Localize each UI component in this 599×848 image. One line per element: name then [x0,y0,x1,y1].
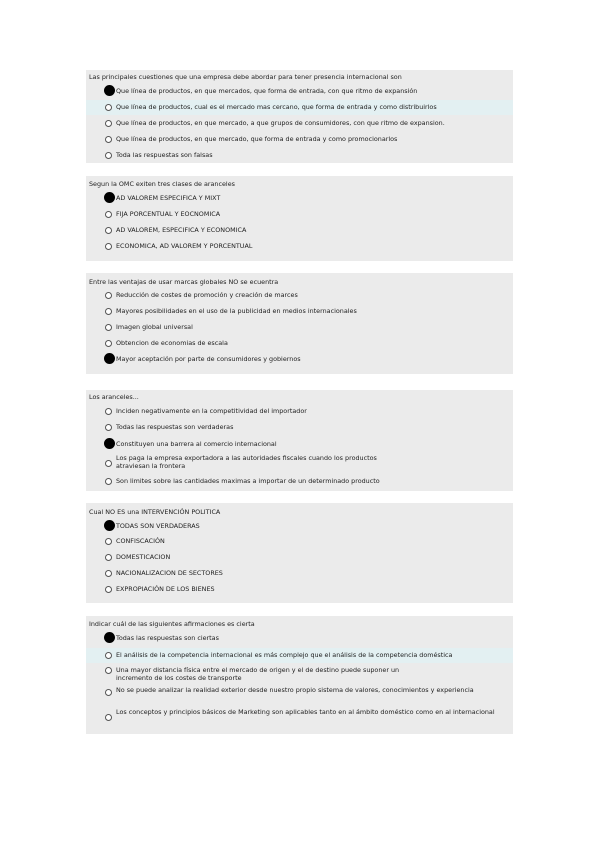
question-6 [86,616,513,734]
answer-text: EXPROPIACIÓN DE LOS BIENES [116,585,215,593]
radio-icon[interactable] [105,120,112,127]
radio-icon[interactable] [105,340,112,347]
question-title: Entre las ventajas de usar marcas globales NO se ecuentra [89,278,279,286]
answer-text: No se puede analizar la realidad exterior desde nuestro propio sistema de valores, conocimientos y experiencia [116,686,474,694]
radio-icon[interactable] [105,478,112,485]
radio-icon[interactable] [105,243,112,250]
answer-text: Que línea de productos, cual es el mercado mas cercano, que forma de entrada y como distribuirlos [116,103,437,111]
answer-text: ECONOMICA, AD VALOREM Y PORCENTUAL [116,242,253,250]
radio-selected-icon[interactable] [104,85,115,96]
radio-icon[interactable] [105,667,112,674]
radio-icon[interactable] [105,586,112,593]
answer-text: Mayor aceptación por parte de consumidores y gobiernos [116,355,301,363]
radio-icon[interactable] [105,104,112,111]
radio-icon[interactable] [105,538,112,545]
answer-option[interactable] [86,631,513,646]
answer-option[interactable] [86,337,513,352]
answer-text: Los paga la empresa exportadora a las autoridades fiscales cuando los productos atraviesan la frontera [116,454,377,470]
answer-option[interactable] [86,707,513,727]
radio-selected-icon[interactable] [104,520,115,531]
answer-text: Reducción de costes de promoción y creación de marces [116,291,298,299]
answer-option[interactable] [86,149,513,164]
answer-text: AD VALOREM ESPECIFICA Y MIXT [116,194,221,202]
radio-icon[interactable] [105,408,112,415]
radio-selected-icon[interactable] [104,438,115,449]
radio-icon[interactable] [105,424,112,431]
answer-option[interactable] [86,421,513,436]
answer-text: Que línea de productos, en que mercado, que forma de entrada y como promocionarlos [116,135,398,143]
answer-option[interactable] [86,305,513,320]
answer-option[interactable] [86,665,513,685]
question-title: Las principales cuestiones que una empresa debe abordar para tener presencia internacional son [89,73,402,81]
answer-option[interactable] [86,321,513,336]
question-title: Indicar cuál de las siguientes afirmaciones es cierta [89,620,255,628]
answer-text: Inciden negativamente en la competitividad del importador [116,407,307,415]
answer-option[interactable] [86,648,513,663]
radio-icon[interactable] [105,652,112,659]
answer-option[interactable] [86,117,513,132]
answer-option[interactable] [86,437,513,452]
radio-icon[interactable] [105,227,112,234]
answer-option[interactable] [86,551,513,566]
answer-option[interactable] [86,224,513,239]
answer-option[interactable] [86,583,513,598]
radio-icon[interactable] [105,460,112,467]
answer-option[interactable] [86,535,513,550]
radio-icon[interactable] [105,554,112,561]
answer-option[interactable] [86,567,513,582]
question-5 [86,503,513,603]
answer-option[interactable] [86,453,513,473]
radio-icon[interactable] [105,152,112,159]
answer-text: AD VALOREM, ESPECIFICA Y ECONOMICA [116,226,247,234]
answer-option[interactable] [86,686,513,706]
radio-selected-icon[interactable] [104,192,115,203]
answer-option[interactable] [86,289,513,304]
answer-text: Todas las respuestas son verdaderas [116,423,234,431]
answer-option[interactable] [86,519,513,534]
radio-icon[interactable] [105,570,112,577]
answer-text: Que línea de productos, en que mercado, a que grupos de consumidores, con que ritmo de expansion. [116,119,445,127]
answer-text: Obtencion de economias de escala [116,339,228,347]
answer-text: Que línea de productos, en que mercados, que forma de entrada, con que ritmo de expansión [116,87,418,95]
answer-text: Los conceptos y principios básicos de Marketing son aplicables tanto en al ámbito doméstico como en al internacional [116,708,495,716]
answer-option[interactable] [86,133,513,148]
radio-icon[interactable] [105,308,112,315]
radio-icon[interactable] [105,136,112,143]
question-title: Los aranceles... [89,393,139,401]
question-title: Segun la OMC exiten tres clases de aranceles [89,180,235,188]
answer-option[interactable] [86,83,513,98]
answer-text: TODAS SON VERDADERAS [116,522,200,530]
answer-text: Imagen global universal [116,323,193,331]
question-title: Cual NO ES una INTERVENCIÓN POLITICA [89,508,221,516]
answer-text: Toda las respuestas son falsas [116,151,213,159]
radio-selected-icon[interactable] [104,632,115,643]
answer-text: El análisis de la competencia internacional es más complejo que el análisis de la competencia doméstica [116,651,453,659]
question-2 [86,176,513,261]
answer-option[interactable] [86,190,513,205]
radio-icon[interactable] [105,292,112,299]
answer-text: FIJA PORCENTUAL Y EOCNOMICA [116,210,221,218]
answer-text: Constituyen una barrera al comercio internacional [116,440,277,448]
answer-option[interactable] [86,405,513,420]
radio-icon[interactable] [105,714,112,721]
answer-option[interactable] [86,100,513,115]
question-3 [86,273,513,374]
answer-option[interactable] [86,475,513,490]
radio-icon[interactable] [105,324,112,331]
answer-option[interactable] [86,240,513,255]
answer-text: Mayores posibilidades en el uso de la publicidad en medios internacionales [116,307,357,315]
radio-icon[interactable] [105,211,112,218]
answer-text: DOMESTICACION [116,553,171,561]
answer-text: Una mayor distancia física entre el mercado de origen y el de destino puede suponer un incremento de los costes de transporte [116,666,400,682]
answer-text: CONFISCACIÓN [116,537,165,545]
answer-text: NACIONALIZACION DE SECTORES [116,569,223,577]
question-1 [86,70,513,163]
answer-text: Son limites sobre las cantidades maximas a importar de un determinado producto [116,477,380,485]
radio-icon[interactable] [105,689,112,696]
answer-text: Todas las respuestas son ciertas [116,634,219,642]
question-4 [86,390,513,491]
answer-option[interactable] [86,208,513,223]
answer-option[interactable] [86,352,513,367]
radio-selected-icon[interactable] [104,353,115,364]
